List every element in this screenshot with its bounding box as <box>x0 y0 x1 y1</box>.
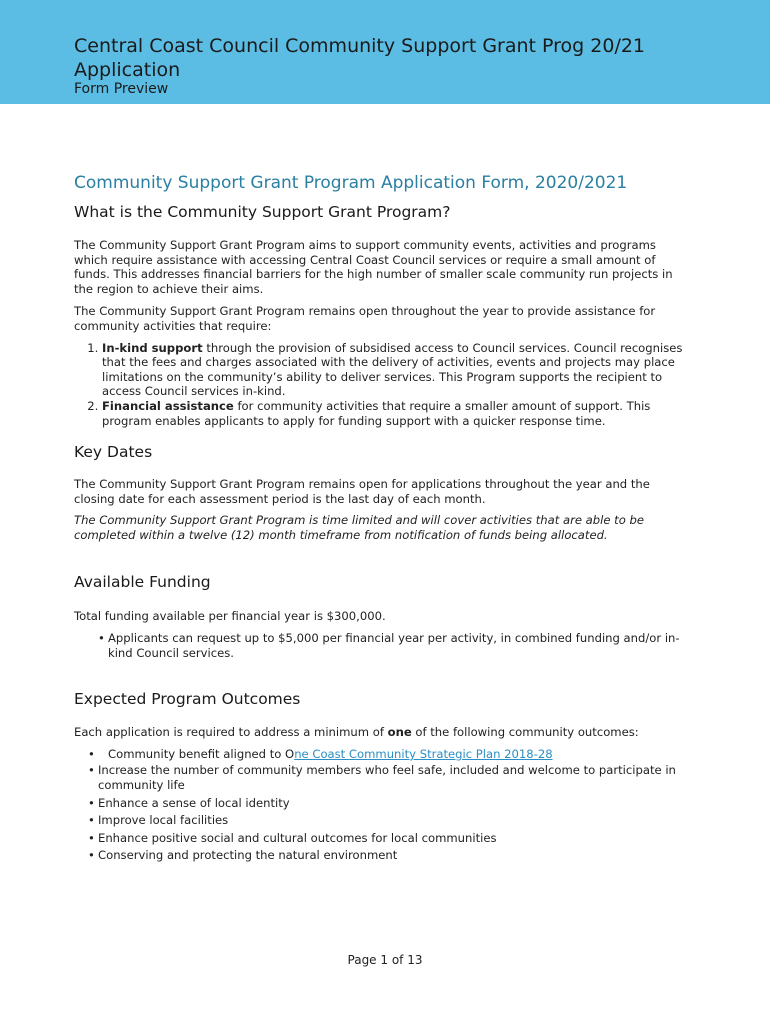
outcomes-paragraph <box>74 725 684 740</box>
support-list <box>74 341 684 429</box>
outcomes-bold: one <box>387 725 412 740</box>
intro-paragraph-2: The Community Support Grant Program remains open throughout the year to provide assistance for community activities that require: <box>74 304 656 333</box>
strategic-plan-link[interactable]: ne Coast Community Strategic Plan 2018-28 <box>294 746 553 761</box>
list-item: • Applicants can request up to $5,000 per financial year per activity, in combined funding and/or in-kind Council services. <box>108 631 684 660</box>
list-item-text: through the provision of subsidised access to Council services. Council recognises that the fees and charges associated with the delivery of activities, events and projects may place limitations on the community’s ability to deliver services. This Program supports the recipient to access Council services in-kind. <box>102 340 683 399</box>
list-item: • Enhance a sense of local identity <box>98 796 684 811</box>
outcome-text: Community benefit aligned to O <box>108 746 295 761</box>
key-dates-paragraph: The Community Support Grant Program remains open for applications throughout the year and the closing date for each assessment period is the last day of each month. <box>74 477 650 506</box>
section-heading-outcomes: Expected Program Outcomes <box>74 690 301 709</box>
form-title: Community Support Grant Program Application Form, 2020/2021 <box>74 173 628 193</box>
list-item: • Conserving and protecting the natural environment <box>98 848 684 863</box>
outcomes-text-end: of the following community outcomes: <box>411 725 639 740</box>
section-heading-funding: Available Funding <box>74 572 211 591</box>
page-number: Page 1 of 13 <box>347 953 423 967</box>
key-dates-note <box>74 513 684 542</box>
list-item <box>102 341 684 399</box>
outcomes-text: Each application is required to address a minimum of <box>74 725 388 740</box>
key-dates-note-text: The Community Support Grant Program is time limited and will cover activities that are able to be completed within a twelve (12) month timeframe from notification of funds being allocated. <box>74 513 644 542</box>
list-item <box>102 399 684 428</box>
page-subtitle: Form Preview <box>74 81 169 97</box>
page-title: Central Coast Council Community Support Grant Prog 20/21 Application <box>74 35 646 81</box>
list-item: • Increase the number of community members who feel safe, included and welcome to participate in community life <box>98 763 684 792</box>
outcomes-list <box>74 747 684 863</box>
funding-paragraph: Total funding available per financial year is $300,000. <box>74 608 386 623</box>
list-item <box>98 747 684 762</box>
section-heading-what: What is the Community Support Grant Program? <box>74 203 451 221</box>
list-item: • Enhance positive social and cultural outcomes for local communities <box>98 831 684 846</box>
intro-paragraph: The Community Support Grant Program aims to support community events, activities and programs which require assistance with accessing Central Coast Council services or require a small amount of funds. This addresses financial barriers for the high number of smaller scale community run projects in the region to achieve their aims. <box>74 238 673 296</box>
list-item-bold: Financial assistance <box>102 398 234 413</box>
header-banner <box>0 0 770 104</box>
list-item-text: for community activities that require a smaller amount of support. This program enables applicants to apply for funding support with a quicker response time. <box>102 398 651 428</box>
list-item: • Improve local facilities <box>98 813 684 828</box>
section-heading-key-dates: Key Dates <box>74 443 153 462</box>
list-item-bold: In-kind support <box>102 340 203 355</box>
funding-list <box>74 631 684 660</box>
form-content <box>74 172 684 863</box>
